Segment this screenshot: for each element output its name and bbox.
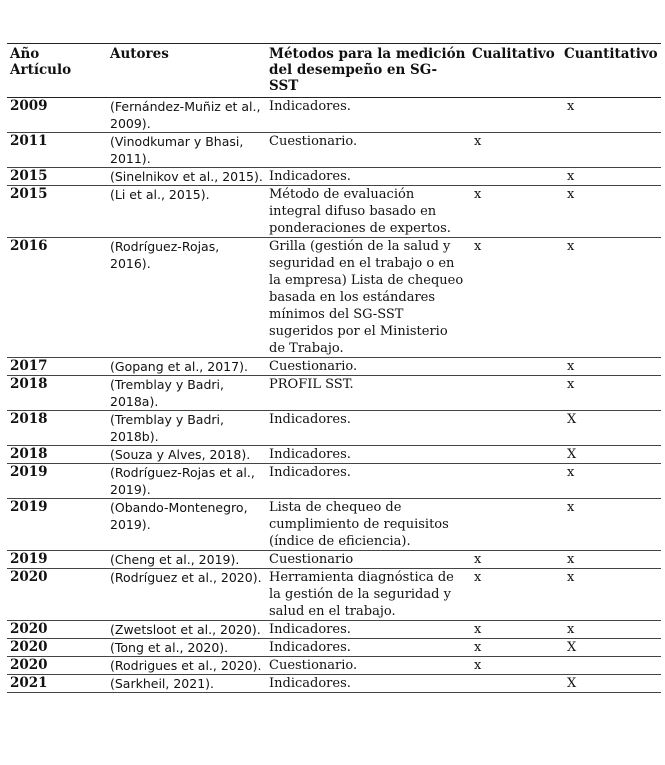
row-qualitative xyxy=(469,98,561,133)
row-year: 2021 xyxy=(7,675,107,693)
header-year: Año Artículo xyxy=(7,44,107,98)
row-method: Lista de chequeo de cumplimiento de requisitos (índice de eficiencia). xyxy=(266,499,469,551)
row-authors: (Vinodkumar y Bhasi, 2011). xyxy=(107,133,266,168)
row-qualitative: x xyxy=(469,621,561,639)
header-authors: Autores xyxy=(107,44,266,98)
row-authors: (Obando-Montenegro, 2019). xyxy=(107,499,266,551)
row-year: 2015 xyxy=(7,186,107,238)
row-quantitative: x xyxy=(561,98,661,133)
row-year: 2019 xyxy=(7,499,107,551)
table-row xyxy=(7,675,661,693)
row-year: 2020 xyxy=(7,621,107,639)
row-qualitative: x xyxy=(469,551,561,569)
row-year: 2018 xyxy=(7,376,107,411)
row-authors: (Cheng et al., 2019). xyxy=(107,551,266,569)
row-method: PROFIL SST. xyxy=(266,376,469,411)
row-method: Herramienta diagnóstica de la gestión de la seguridad y salud en el trabajo. xyxy=(266,569,469,621)
header-methods: Métodos para la medición del desempeño en SG-SST xyxy=(266,44,469,98)
table-row xyxy=(7,133,661,168)
row-quantitative: x xyxy=(561,358,661,376)
row-year: 2020 xyxy=(7,657,107,675)
row-quantitative xyxy=(561,657,661,675)
row-year: 2009 xyxy=(7,98,107,133)
row-quantitative: X xyxy=(561,639,661,657)
row-method: Grilla (gestión de la salud y seguridad en el trabajo o en la empresa) Lista de chequeo basada en los estándares mínimos del SG-SST sugeridos por el Ministerio de Trabajo. xyxy=(266,238,469,358)
row-year: 2018 xyxy=(7,446,107,464)
row-method: Indicadores. xyxy=(266,621,469,639)
row-qualitative xyxy=(469,446,561,464)
row-quantitative: x xyxy=(561,464,661,499)
row-quantitative: X xyxy=(561,675,661,693)
row-qualitative: x xyxy=(469,657,561,675)
row-authors: (Tong et al., 2020). xyxy=(107,639,266,657)
row-authors: (Rodríguez et al., 2020). xyxy=(107,569,266,621)
table-row xyxy=(7,411,661,446)
row-authors: (Fernández-Muñiz et al., 2009). xyxy=(107,98,266,133)
row-year: 2020 xyxy=(7,569,107,621)
row-qualitative xyxy=(469,411,561,446)
row-year: 2019 xyxy=(7,464,107,499)
table-row xyxy=(7,168,661,186)
row-authors: (Rodrigues et al., 2020). xyxy=(107,657,266,675)
row-qualitative xyxy=(469,376,561,411)
table-row xyxy=(7,238,661,358)
row-qualitative xyxy=(469,499,561,551)
row-year: 2020 xyxy=(7,639,107,657)
row-qualitative xyxy=(469,358,561,376)
row-year: 2019 xyxy=(7,551,107,569)
row-quantitative: x xyxy=(561,569,661,621)
row-quantitative xyxy=(561,133,661,168)
table-row xyxy=(7,186,661,238)
table-row xyxy=(7,569,661,621)
table-row xyxy=(7,499,661,551)
row-authors: (Rodríguez-Rojas et al., 2019). xyxy=(107,464,266,499)
row-method: Indicadores. xyxy=(266,675,469,693)
header-row xyxy=(7,44,661,98)
row-year: 2018 xyxy=(7,411,107,446)
table-row xyxy=(7,446,661,464)
row-quantitative: x xyxy=(561,621,661,639)
row-method: Indicadores. xyxy=(266,446,469,464)
row-authors: (Zwetsloot et al., 2020). xyxy=(107,621,266,639)
row-qualitative: x xyxy=(469,569,561,621)
row-year: 2015 xyxy=(7,168,107,186)
row-authors: (Gopang et al., 2017). xyxy=(107,358,266,376)
row-authors: (Li et al., 2015). xyxy=(107,186,266,238)
row-method: Cuestionario xyxy=(266,551,469,569)
row-quantitative: x xyxy=(561,499,661,551)
row-qualitative: x xyxy=(469,133,561,168)
table-row xyxy=(7,464,661,499)
row-quantitative: x xyxy=(561,168,661,186)
row-method: Cuestionario. xyxy=(266,358,469,376)
table-row xyxy=(7,358,661,376)
row-year: 2011 xyxy=(7,133,107,168)
row-method: Cuestionario. xyxy=(266,133,469,168)
table-row xyxy=(7,98,661,133)
table-row xyxy=(7,376,661,411)
row-qualitative xyxy=(469,675,561,693)
row-qualitative: x xyxy=(469,639,561,657)
header-quantitative: Cuantitativo xyxy=(561,44,661,98)
row-method: Indicadores. xyxy=(266,98,469,133)
row-year: 2016 xyxy=(7,238,107,358)
row-quantitative: x xyxy=(561,186,661,238)
row-method: Indicadores. xyxy=(266,168,469,186)
row-method: Método de evaluación integral difuso basado en ponderaciones de expertos. xyxy=(266,186,469,238)
row-year: 2017 xyxy=(7,358,107,376)
table-row xyxy=(7,621,661,639)
row-authors: (Souza y Alves, 2018). xyxy=(107,446,266,464)
row-authors: (Tremblay y Badri, 2018b). xyxy=(107,411,266,446)
row-method: Indicadores. xyxy=(266,464,469,499)
row-method: Indicadores. xyxy=(266,411,469,446)
row-quantitative: x xyxy=(561,376,661,411)
row-qualitative: x xyxy=(469,186,561,238)
row-qualitative: x xyxy=(469,238,561,358)
row-authors: (Rodríguez-Rojas, 2016). xyxy=(107,238,266,358)
row-method: Indicadores. xyxy=(266,639,469,657)
header-qualitative: Cualitativo xyxy=(469,44,561,98)
row-authors: (Tremblay y Badri, 2018a). xyxy=(107,376,266,411)
methods-table xyxy=(7,43,661,693)
row-qualitative xyxy=(469,168,561,186)
table-row xyxy=(7,639,661,657)
table-row xyxy=(7,551,661,569)
row-quantitative: x xyxy=(561,238,661,358)
row-method: Cuestionario. xyxy=(266,657,469,675)
table-row xyxy=(7,657,661,675)
row-quantitative: x xyxy=(561,551,661,569)
row-authors: (Sinelnikov et al., 2015). xyxy=(107,168,266,186)
row-quantitative: X xyxy=(561,411,661,446)
row-authors: (Sarkheil, 2021). xyxy=(107,675,266,693)
row-qualitative xyxy=(469,464,561,499)
row-quantitative: X xyxy=(561,446,661,464)
